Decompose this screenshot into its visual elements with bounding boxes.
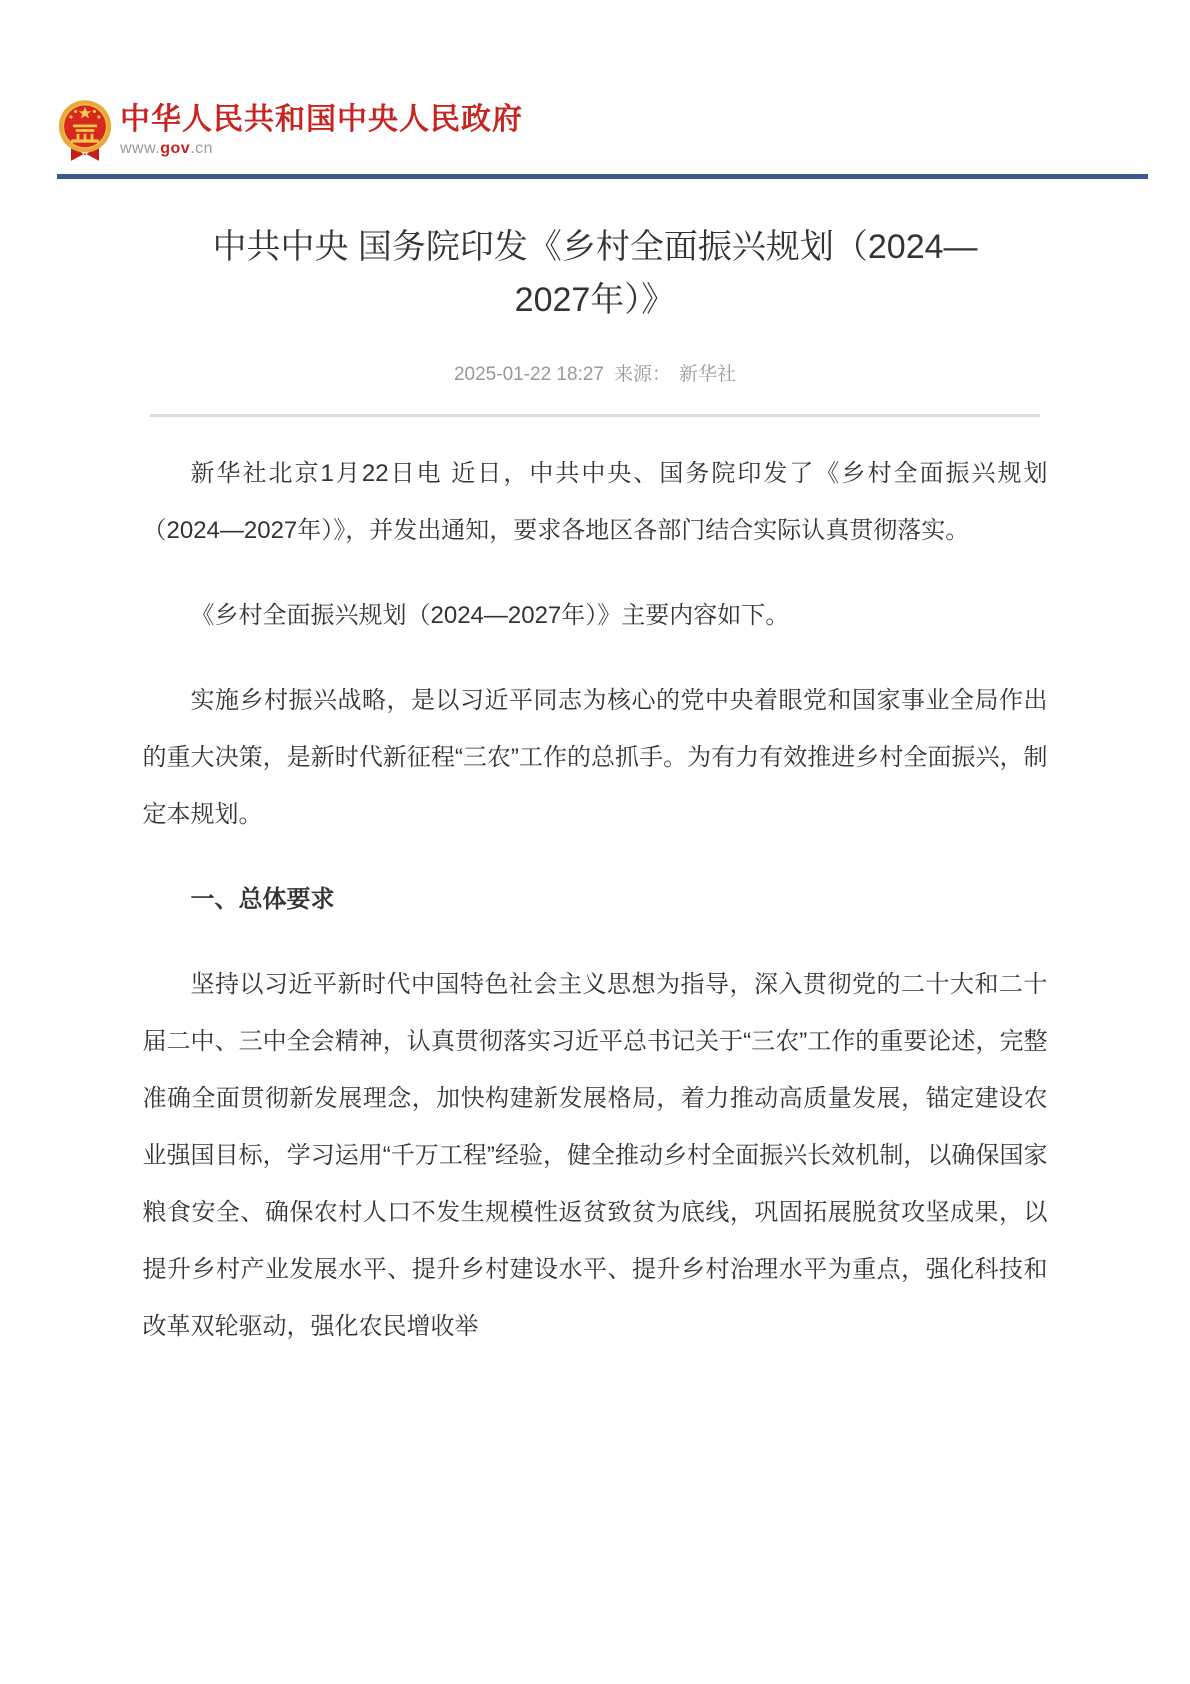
site-url-cn: .cn [190, 140, 214, 157]
site-name: 中华人民共和国中央人民政府 [120, 103, 523, 136]
site-url-www: www. [120, 140, 161, 157]
source-name: 新华社 [679, 364, 737, 385]
site-header [0, 0, 1190, 164]
article-body [143, 445, 1048, 1355]
header-divider-rule [57, 174, 1148, 179]
article-meta [143, 359, 1048, 386]
body-paragraph: 《乡村全面振兴规划（2024—2027年）》主要内容如下。 [190, 602, 790, 629]
site-url [120, 140, 523, 158]
publish-datetime: 2025-01-22 18:27 [453, 364, 604, 385]
article-title: 中共中央 国务院印发《乡村全面振兴规划（2024—2027年）》 [212, 228, 978, 319]
site-logo-link[interactable] [57, 98, 1190, 164]
body-paragraph: 新华社北京1月22日电 近日，中共中央、国务院印发了《乡村全面振兴规划（2024—2027年）》，并发出通知，要求各地区各部门结合实际认真贯彻落实。 [142, 460, 1048, 544]
section-heading: 一、总体要求 [190, 886, 335, 913]
article [143, 221, 1048, 1355]
meta-divider [150, 414, 1040, 417]
source-label: 来源： [613, 364, 671, 385]
site-url-gov: gov [160, 140, 191, 157]
brand-text [120, 98, 523, 158]
body-paragraph: 实施乡村振兴战略，是以习近平同志为核心的党中央着眼党和国家事业全局作出的重大决策，是新时代新征程“三农”工作的总抓手。为有力有效推进乡村全面振兴，制定本规划。 [142, 687, 1048, 828]
body-paragraph: 坚持以习近平新时代中国特色社会主义思想为指导，深入贯彻党的二十大和二十届二中、三中全会精神，认真贯彻落实习近平总书记关于“三农”工作的重要论述，完整准确全面贯彻新发展理念，加快构建新发展格局，着力推动高质量发展，锚定建设农业强国目标，学习运用“千万工程”经验，健全推动乡村全面振兴长效机制，以确保国家粮食安全、确保农村人口不发生规模性返贫致贫为底线，巩固拓展脱贫攻坚成果，以提升乡村产业发展水平、提升乡村建设水平、提升乡村治理水平为重点，强化科技和改革双轮驱动，强化农民增收举 [142, 971, 1048, 1340]
national-emblem-icon [57, 98, 113, 164]
